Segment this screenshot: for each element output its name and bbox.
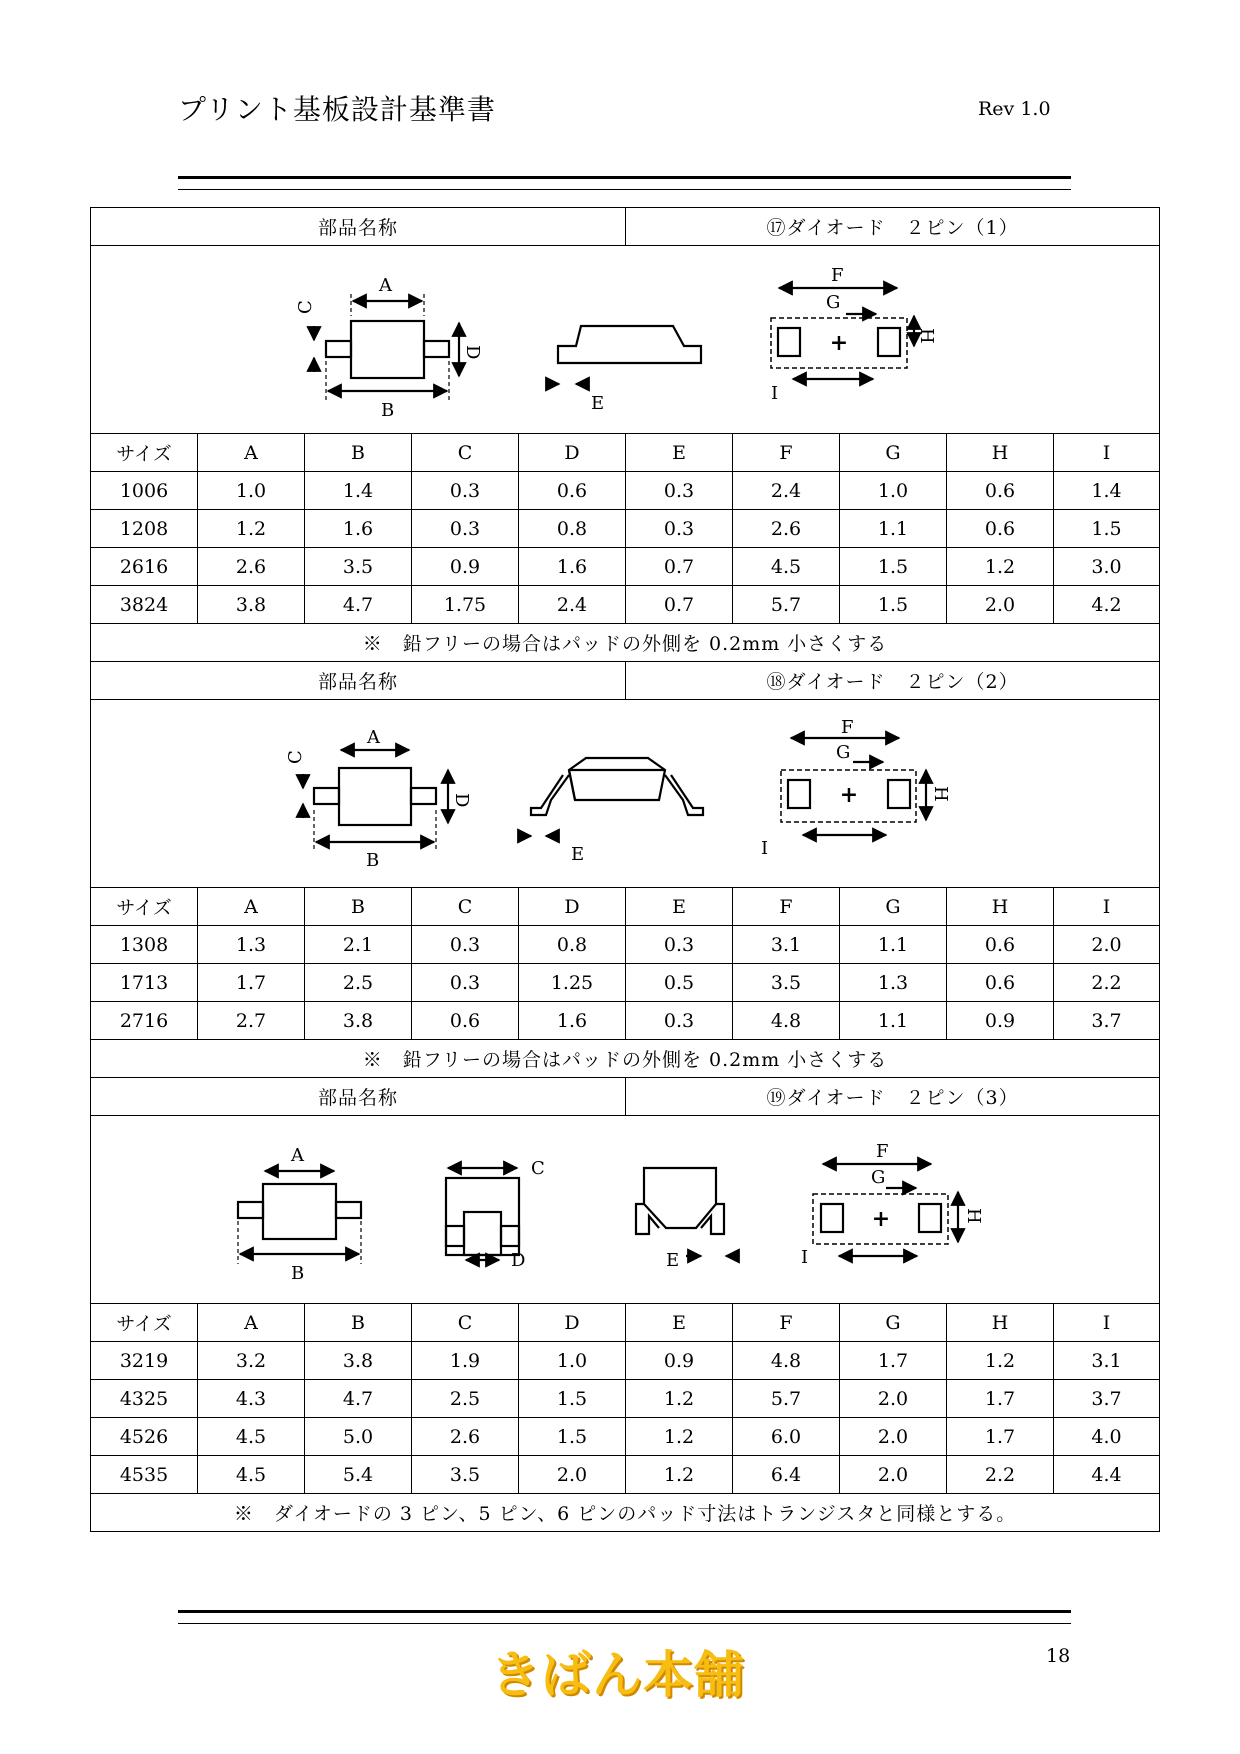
dimension-cell: 0.6 xyxy=(519,472,626,510)
dimension-cell: 2.0 xyxy=(947,586,1054,624)
dimension-cell: 1.1 xyxy=(840,926,947,964)
dimension-cell: 1.0 xyxy=(198,472,305,510)
package-diagram-3 xyxy=(91,1116,1160,1303)
dimension-cell: 0.8 xyxy=(519,926,626,964)
table-row xyxy=(91,1456,1160,1494)
dimension-cell: 2.0 xyxy=(840,1456,947,1494)
dimension-cell: 3.8 xyxy=(198,586,305,624)
dim-label-d: D xyxy=(462,345,483,360)
size-cell: 3824 xyxy=(91,586,198,624)
dim-label-a: A xyxy=(291,1145,304,1166)
column-header: C xyxy=(412,434,519,472)
dimension-cell: 0.3 xyxy=(412,964,519,1002)
column-header: I xyxy=(1054,1304,1160,1342)
section-header-row xyxy=(91,662,1160,700)
dimension-cell: 2.0 xyxy=(840,1418,947,1456)
dimension-cell: 3.8 xyxy=(305,1002,412,1040)
dimension-cell: 5.7 xyxy=(733,1380,840,1418)
note-row xyxy=(91,624,1160,662)
column-header: B xyxy=(305,1304,412,1342)
column-header: A xyxy=(198,888,305,926)
table-row xyxy=(91,548,1160,586)
dimension-cell: 3.5 xyxy=(305,548,412,586)
dimension-cell: 2.4 xyxy=(733,472,840,510)
size-cell: 4325 xyxy=(91,1380,198,1418)
dim-label-f: F xyxy=(831,265,844,286)
body-top-view xyxy=(351,321,424,378)
section-header-row xyxy=(91,208,1160,246)
dimension-cell: 4.4 xyxy=(1054,1456,1160,1494)
column-header: F xyxy=(733,888,840,926)
dimension-cell: 1.0 xyxy=(840,472,947,510)
column-header: F xyxy=(733,1304,840,1342)
dimension-cell: 2.6 xyxy=(733,510,840,548)
dimension-cell: 1.25 xyxy=(519,964,626,1002)
package-diagram-1 xyxy=(91,246,1160,433)
dimension-cell: 1.4 xyxy=(305,472,412,510)
column-header: D xyxy=(519,434,626,472)
column-header: D xyxy=(519,1304,626,1342)
dimension-cell: 2.0 xyxy=(519,1456,626,1494)
note-row xyxy=(91,1494,1160,1532)
table-row xyxy=(91,1342,1160,1380)
dimension-cell: 3.7 xyxy=(1054,1002,1160,1040)
part-name-label: 部品名称 xyxy=(91,208,626,246)
dim-label-f: F xyxy=(876,1141,889,1162)
dimension-cell: 5.0 xyxy=(305,1418,412,1456)
column-header-row xyxy=(91,888,1160,926)
dimension-cell: 1.5 xyxy=(519,1418,626,1456)
dimension-cell: 3.2 xyxy=(198,1342,305,1380)
dimension-cell: 2.0 xyxy=(840,1380,947,1418)
package-diagram-2 xyxy=(91,700,1160,887)
dimension-cell: 4.8 xyxy=(733,1342,840,1380)
dimension-cell: 1.5 xyxy=(840,548,947,586)
dimension-cell: 0.7 xyxy=(626,586,733,624)
column-header: I xyxy=(1054,434,1160,472)
dimension-cell: 4.7 xyxy=(305,1380,412,1418)
dim-label-f: F xyxy=(841,717,854,738)
center-mark: + xyxy=(829,330,849,356)
dimension-cell: 0.7 xyxy=(626,548,733,586)
dimension-cell: 3.0 xyxy=(1054,548,1160,586)
dimension-cell: 1.2 xyxy=(626,1456,733,1494)
dimension-cell: 1.3 xyxy=(198,926,305,964)
dimension-cell: 0.9 xyxy=(412,548,519,586)
size-cell: 2716 xyxy=(91,1002,198,1040)
dimension-cell: 3.7 xyxy=(1054,1380,1160,1418)
dim-label-h: H xyxy=(916,328,937,344)
column-header: G xyxy=(840,888,947,926)
kiban-honpo-logo: きばん本舗 xyxy=(490,1646,745,1704)
dimension-cell: 1.5 xyxy=(519,1380,626,1418)
column-header: E xyxy=(626,888,733,926)
dimension-cell: 2.5 xyxy=(305,964,412,1002)
dim-label-g: G xyxy=(871,1167,886,1188)
dim-label-i: I xyxy=(761,838,769,859)
dimension-cell: 2.6 xyxy=(198,548,305,586)
dimension-cell: 0.3 xyxy=(412,472,519,510)
table-row xyxy=(91,586,1160,624)
size-cell: 2616 xyxy=(91,548,198,586)
dim-label-i: I xyxy=(801,1247,809,1268)
part-name-value: ⑲ダイオード ２ピン（3） xyxy=(626,1078,1160,1116)
dimension-cell: 0.3 xyxy=(412,510,519,548)
dim-label-g: G xyxy=(826,292,841,313)
column-header: H xyxy=(947,434,1054,472)
figure-row xyxy=(91,1116,1160,1304)
dimension-cell: 5.4 xyxy=(305,1456,412,1494)
note-row xyxy=(91,1040,1160,1078)
dimension-cell: 1.5 xyxy=(840,586,947,624)
dimension-cell: 0.9 xyxy=(947,1002,1054,1040)
dimension-cell: 0.6 xyxy=(412,1002,519,1040)
column-header: E xyxy=(626,1304,733,1342)
size-cell: 1308 xyxy=(91,926,198,964)
document-title: プリント基板設計基準書 xyxy=(178,93,496,126)
size-cell: 1208 xyxy=(91,510,198,548)
dimension-cell: 1.7 xyxy=(840,1342,947,1380)
center-mark: + xyxy=(871,1206,891,1232)
dimension-cell: 2.4 xyxy=(519,586,626,624)
dimension-cell: 2.1 xyxy=(305,926,412,964)
column-header: G xyxy=(840,1304,947,1342)
dimension-cell: 6.4 xyxy=(733,1456,840,1494)
table-row xyxy=(91,1002,1160,1040)
dim-label-a: A xyxy=(379,275,392,296)
dim-label-c: C xyxy=(531,1158,545,1179)
part-name-label: 部品名称 xyxy=(91,1078,626,1116)
dim-label-a: A xyxy=(367,727,380,748)
package-figure-cell xyxy=(91,700,1160,888)
column-header-row xyxy=(91,434,1160,472)
header-rule xyxy=(178,176,1071,190)
column-header: I xyxy=(1054,888,1160,926)
dim-label-b: B xyxy=(366,850,380,871)
table-row xyxy=(91,964,1160,1002)
dimension-cell: 1.9 xyxy=(412,1342,519,1380)
column-header-row xyxy=(91,1304,1160,1342)
dim-label-d: D xyxy=(451,793,472,808)
dimension-cell: 2.5 xyxy=(412,1380,519,1418)
figure-row xyxy=(91,700,1160,888)
size-cell: 1713 xyxy=(91,964,198,1002)
column-header: E xyxy=(626,434,733,472)
dimension-cell: 4.2 xyxy=(1054,586,1160,624)
dim-label-e: E xyxy=(666,1250,680,1271)
section-note: ※ 鉛フリーの場合はパッドの外側を 0.2mm 小さくする xyxy=(91,624,1160,662)
table-row xyxy=(91,1380,1160,1418)
dim-label-i: I xyxy=(771,383,779,404)
dimension-cell: 0.3 xyxy=(626,1002,733,1040)
dimension-cell: 1.6 xyxy=(519,548,626,586)
dimension-cell: 1.0 xyxy=(519,1342,626,1380)
size-cell: 4526 xyxy=(91,1418,198,1456)
dim-label-e: E xyxy=(571,844,585,865)
column-header: H xyxy=(947,888,1054,926)
dimension-cell: 4.8 xyxy=(733,1002,840,1040)
dimension-cell: 0.3 xyxy=(412,926,519,964)
dim-label-c: C xyxy=(295,300,316,314)
dimension-cell: 3.5 xyxy=(412,1456,519,1494)
size-cell: 4535 xyxy=(91,1456,198,1494)
part-name-value: ⑰ダイオード ２ピン（1） xyxy=(626,208,1160,246)
dimension-cell: 1.7 xyxy=(947,1380,1054,1418)
table-row xyxy=(91,510,1160,548)
dimension-cell: 4.7 xyxy=(305,586,412,624)
dimension-cell: 0.5 xyxy=(626,964,733,1002)
dimension-cell: 6.0 xyxy=(733,1418,840,1456)
dimension-cell: 0.8 xyxy=(519,510,626,548)
dimension-cell: 4.5 xyxy=(198,1418,305,1456)
column-header: A xyxy=(198,1304,305,1342)
dimension-cell: 2.2 xyxy=(947,1456,1054,1494)
dimension-cell: 3.1 xyxy=(733,926,840,964)
dimension-cell: 1.2 xyxy=(626,1380,733,1418)
dimension-cell: 4.3 xyxy=(198,1380,305,1418)
part-name-value: ⑱ダイオード ２ピン（2） xyxy=(626,662,1160,700)
column-header: サイズ xyxy=(91,1304,198,1342)
dimension-cell: 2.7 xyxy=(198,1002,305,1040)
dimension-cell: 2.6 xyxy=(412,1418,519,1456)
dimension-cell: 2.2 xyxy=(1054,964,1160,1002)
dimension-cell: 4.5 xyxy=(733,548,840,586)
dimension-cell: 1.2 xyxy=(947,548,1054,586)
dimension-cell: 1.5 xyxy=(1054,510,1160,548)
table-row xyxy=(91,472,1160,510)
dimension-cell: 1.1 xyxy=(840,510,947,548)
package-figure-cell xyxy=(91,246,1160,434)
dimension-cell: 2.0 xyxy=(1054,926,1160,964)
dimension-cell: 1.2 xyxy=(626,1418,733,1456)
table-row xyxy=(91,926,1160,964)
dimension-cell: 0.6 xyxy=(947,510,1054,548)
column-header: A xyxy=(198,434,305,472)
column-header: D xyxy=(519,888,626,926)
part-name-label: 部品名称 xyxy=(91,662,626,700)
dim-label-c: C xyxy=(285,750,306,764)
dimension-cell: 0.6 xyxy=(947,926,1054,964)
dimension-cell: 3.8 xyxy=(305,1342,412,1380)
table-row xyxy=(91,1418,1160,1456)
center-mark: + xyxy=(839,782,859,808)
column-header: C xyxy=(412,1304,519,1342)
dimension-cell: 0.9 xyxy=(626,1342,733,1380)
column-header: G xyxy=(840,434,947,472)
dimension-cell: 1.7 xyxy=(947,1418,1054,1456)
figure-row xyxy=(91,246,1160,434)
dimension-cell: 0.3 xyxy=(626,926,733,964)
dim-label-b: B xyxy=(291,1263,305,1284)
dimension-cell: 4.0 xyxy=(1054,1418,1160,1456)
dimension-cell: 1.75 xyxy=(412,586,519,624)
dimension-cell: 1.3 xyxy=(840,964,947,1002)
dimension-cell: 4.5 xyxy=(198,1456,305,1494)
column-header: H xyxy=(947,1304,1054,1342)
section-header-row xyxy=(91,1078,1160,1116)
spec-table xyxy=(90,207,1160,1532)
column-header: C xyxy=(412,888,519,926)
page-number: 18 xyxy=(1046,1645,1071,1667)
column-header: F xyxy=(733,434,840,472)
column-header: B xyxy=(305,434,412,472)
dim-label-e: E xyxy=(591,393,605,414)
section-note: ※ 鉛フリーの場合はパッドの外側を 0.2mm 小さくする xyxy=(91,1040,1160,1078)
size-cell: 3219 xyxy=(91,1342,198,1380)
dim-label-b: B xyxy=(381,400,395,421)
dimension-cell: 3.5 xyxy=(733,964,840,1002)
footer-rule xyxy=(178,1610,1071,1624)
column-header: サイズ xyxy=(91,888,198,926)
dimension-cell: 1.1 xyxy=(840,1002,947,1040)
dimension-cell: 1.2 xyxy=(947,1342,1054,1380)
dimension-cell: 1.7 xyxy=(198,964,305,1002)
dim-label-h: H xyxy=(963,1208,984,1224)
dim-label-g: G xyxy=(836,742,851,763)
dimension-cell: 1.2 xyxy=(198,510,305,548)
dimension-cell: 0.3 xyxy=(626,472,733,510)
dimension-cell: 1.4 xyxy=(1054,472,1160,510)
dim-label-h: H xyxy=(930,786,951,802)
dimension-cell: 1.6 xyxy=(305,510,412,548)
column-header: B xyxy=(305,888,412,926)
revision-label: Rev 1.0 xyxy=(978,98,1051,120)
dimension-cell: 0.6 xyxy=(947,472,1054,510)
size-cell: 1006 xyxy=(91,472,198,510)
section-note: ※ ダイオードの 3 ピン、5 ピン、6 ピンのパッド寸法はトランジスタと同様とする。 xyxy=(91,1494,1160,1532)
dim-label-d: D xyxy=(511,1250,526,1271)
dimension-cell: 5.7 xyxy=(733,586,840,624)
column-header: サイズ xyxy=(91,434,198,472)
dimension-cell: 0.6 xyxy=(947,964,1054,1002)
dimension-cell: 1.6 xyxy=(519,1002,626,1040)
dimension-cell: 0.3 xyxy=(626,510,733,548)
dimension-cell: 3.1 xyxy=(1054,1342,1160,1380)
package-figure-cell xyxy=(91,1116,1160,1304)
